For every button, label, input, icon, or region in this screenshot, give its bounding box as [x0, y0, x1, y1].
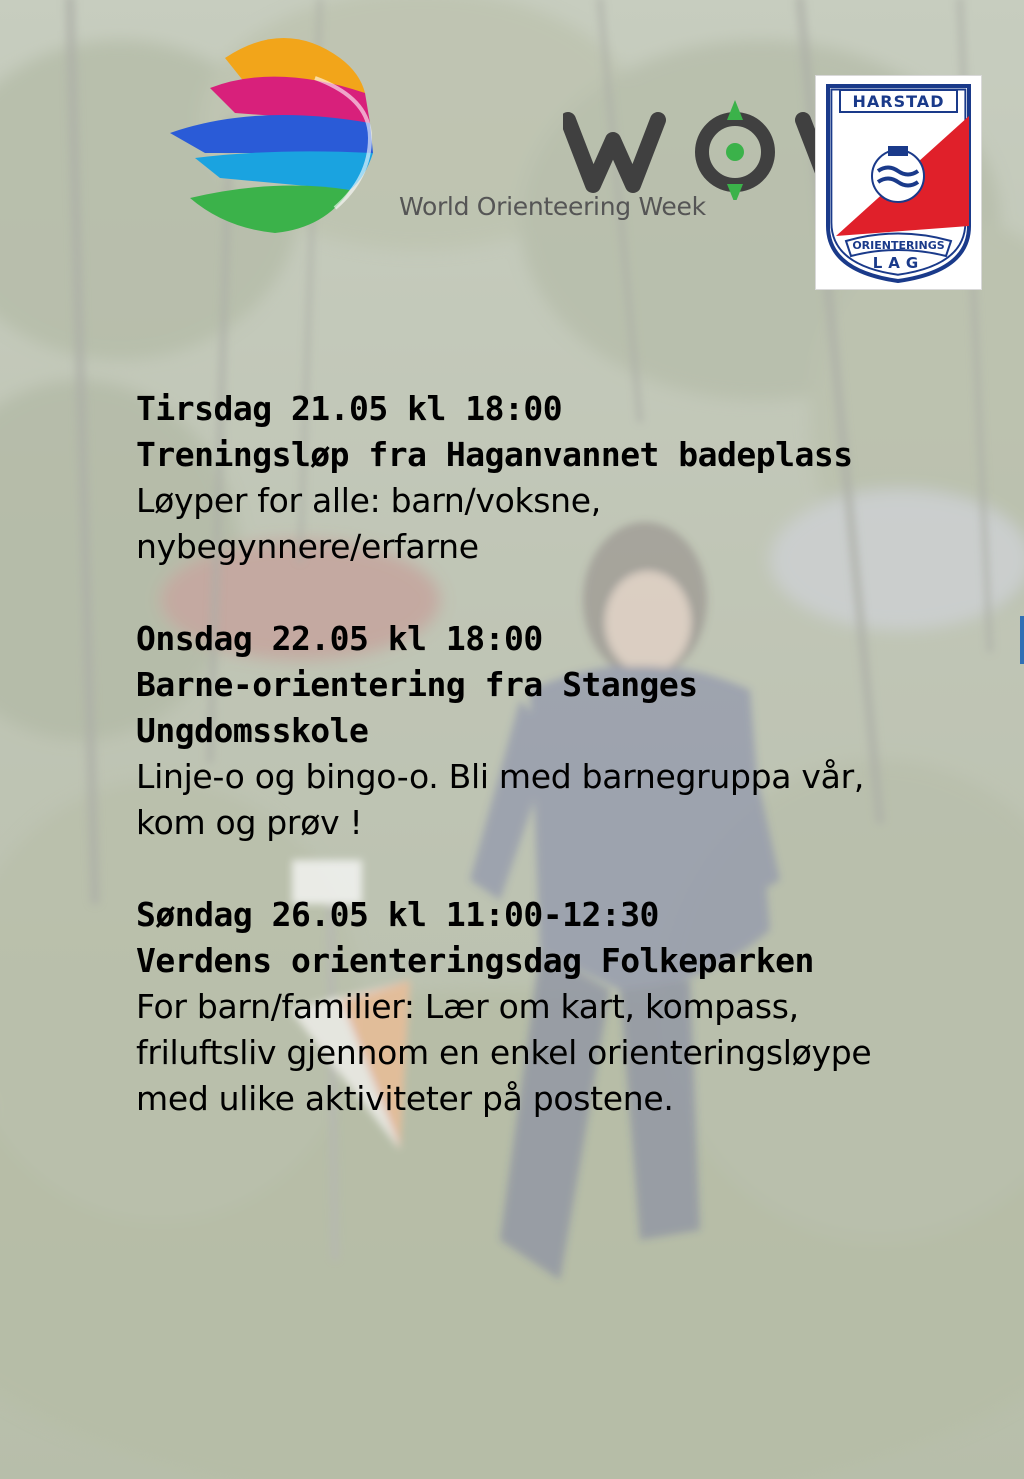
event-description: For barn/familier: Lær om kart, kompass, friluftsliv gjennom en enkel orienteringsløype med ulike aktiviteter på postene. [136, 987, 872, 1118]
harstad-orienteringslag-logo [815, 75, 982, 290]
event-title: Verdens orienteringsdag Folkeparken [136, 941, 814, 980]
event-title: Barne-orientering fra Stanges Ungdomsskole [136, 665, 698, 750]
event-when: Onsdag 22.05 kl 18:00 [136, 619, 543, 658]
event-list [136, 386, 956, 1122]
event-item [136, 616, 956, 846]
wow-globe-icon [165, 28, 395, 238]
event-item [136, 892, 956, 1122]
harstad-top-text: HARSTAD [852, 92, 945, 111]
event-item [136, 386, 956, 570]
event-when: Tirsdag 21.05 kl 18:00 [136, 389, 563, 428]
event-description: Løyper for alle: barn/voksne, nybegynnere/erfarne [136, 481, 601, 566]
harstad-bottom-text: LAG [872, 254, 925, 272]
edge-marker [1020, 616, 1024, 664]
harstad-middle-text: ORIENTERINGS [852, 239, 945, 252]
event-title: Treningsløp fra Haganvannet badeplass [136, 435, 853, 474]
event-when: Søndag 26.05 kl 11:00-12:30 [136, 895, 659, 934]
event-description: Linje-o og bingo-o. Bli med barnegruppa vår, kom og prøv ! [136, 757, 865, 842]
wow-subtitle: World Orienteering Week [399, 192, 706, 221]
